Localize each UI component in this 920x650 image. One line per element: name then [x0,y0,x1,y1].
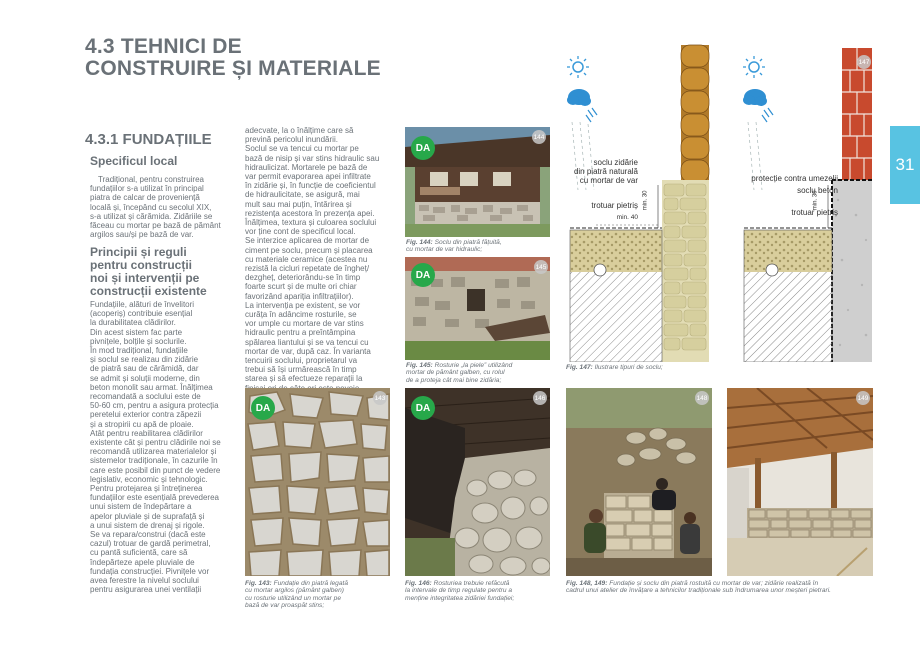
cloud-rain-icon [567,89,597,122]
figure-number-149: 149 [856,391,870,405]
page-number-tab: 31 [890,126,920,204]
page-title: 4.3 TEHNICI DE CONSTRUIRE ȘI MATERIALE [85,35,381,80]
caption-147: Fig. 147: Ilustrare tipuri de soclu; [566,364,663,371]
diagram-label-concrete-socle: soclu beton [797,186,838,195]
principles-text: Fundațiile, alături de învelitori (acoperiș) contribuie esențial la durabilitatea clădirilor. Din acest sistem fac parte pivnițele, bolțile și soclurile. În mod tradițional, fundațiile și soclul se realizau din zidărie de piatră sau de cărămidă, dar se admit și soluții moderne, din beton monolit sau armat. Înălțimea recomandată a soclului este de 50-60 cm, pentru a asigura protecția peretelui exterior contra zăpezii și a stropirii cu apă de ploaie. Atât pentru reabilitarea clădirilor existente cât și pentru clădirile noi se recomandă utilizarea materialelor și sistemelor tradiționale, în cazurile în care este posibil din punct de vedere legislativ, economic și tehnologic. Pentru protejarea și întreținerea fundațiilor este esențială prevederea unui sistem de îndepărtare a apelor pluviale și de suprafață și a unui sistem de drenaj și rigole. Se va repara/construi (dacă este cazul) trotuar de gardă perimetral, cu pantă suficientă, care să îndepărteze apele pluviale de fundația construcției. Pivnițele vor avea ferestre la nivelul soclului pentru asigurarea unei ventilații [90,300,221,595]
diagram-label-moisture-protection: protecție contra umezelii [751,174,838,183]
sun-icon-right [743,56,765,78]
figure-number-144: 144 [532,130,546,144]
figure-number-148: 148 [695,391,709,405]
photo-148 [566,388,712,576]
cloud-rain-icon-right [743,89,773,122]
caption-145: Fig. 145: Rosturie „la piele” utilizând mortar de pământ galben, cu rolul de a proteja cât mai bine zidăria; [406,362,513,384]
approved-badge-143: DA [251,396,275,420]
caption-146: Fig. 146: Rosturiea trebuie refăcută la intervale de timp regulate pentru a menține integritatea zidăriei fundației; [405,580,515,602]
diagram-label-gravel-right: trotuar pietriș [791,208,838,217]
diagram-label-min40: min. 40 [616,214,638,221]
figure-number-146: 146 [533,391,547,405]
photo-149 [727,388,873,576]
figure-number-147: 147 [857,55,871,69]
section-heading: 4.3.1 FUNDAȚIILE [85,131,212,148]
caption-144: Fig. 144: Soclu din piatră fățuită, cu mortar de var hidraulic; [406,239,502,254]
column2-text: adecvate, la o înălțime care să prevină pericolul inundării. Soclul se va tencui cu mortar pe bază de nisip și var stins hidraulic sau hidraulicizat. Mortarele pe bază de var permit evaporarea apei infiltrate în zidărie și, în funcție de coeficientul de hidraulicitate, se asigură, mai mult sau mai puțin, întărirea și rezistența acestora în prezența apei. Înălțimea, textura și culoarea soclului vor ține cont de specificul local. Se interzice aplicarea de mortar de ciment pe soclu, precum și placarea cu materiale ceramice (acestea nu rezistă la cicluri repetate de îngheț/ dezgheț, deteriorându-se în timp foarte scurt și de multe ori chiar favorizând apariția infiltrațiilor). La intervenția pe existent, se vor curăța în adâncime rosturile, se vor umple cu mortare de var stins hidraulic pentru a preîntâmpina spălarea liantului și se va tencui cu mortar de var, după caz. În varianta tencuirii soclului, proprietarul va trebui să își urmărească în timp starea și să efectueze reparații la [245,126,380,384]
diagram-label-stone-socle: soclu zidărie din piatră naturală cu mortar de var [573,158,638,185]
caption-143: Fig. 143: Fundație din piatră legată cu mortar argilos (pământ galben) cu rosturie utilizând un mortar pe bază de var proaspăt stins; [245,580,348,610]
figure-number-143: 143 [373,391,387,405]
diagram-label-gravel-left: trotuar pietriș [591,201,638,210]
approved-badge-146: DA [411,396,435,420]
diagram-label-min30-right: min. 30 [812,190,819,211]
approved-badge-145: DA [411,263,435,287]
figure-number-145: 145 [534,260,548,274]
subheading-local: Specificul local [90,154,178,168]
local-text: Tradițional, pentru construirea fundațiilor s-a utilizat în principal piatra de calcar de proveniență locală și, începând cu secolul XIX, s-a utilizat și cărămida. Zidăriile se făceau cu mortar pe bază de pământ argilos sau/și pe bază de var. [90,175,221,240]
sun-icon [567,56,589,78]
diagram-label-min30-left: min. 30 [642,190,649,211]
caption-148-149: Fig. 148, 149: Fundație și soclu din piatră rostuită cu mortar de var; zidărie realizată în cadrul unui atelier de învățare a tehnicilor tradiționale sub îndrumarea unor meșteri pietrari. [566,580,831,595]
subheading-principles: Principii și reguli pentru construcții noi și intervenții pe construcții existente [90,245,207,298]
approved-badge-144: DA [411,136,435,160]
